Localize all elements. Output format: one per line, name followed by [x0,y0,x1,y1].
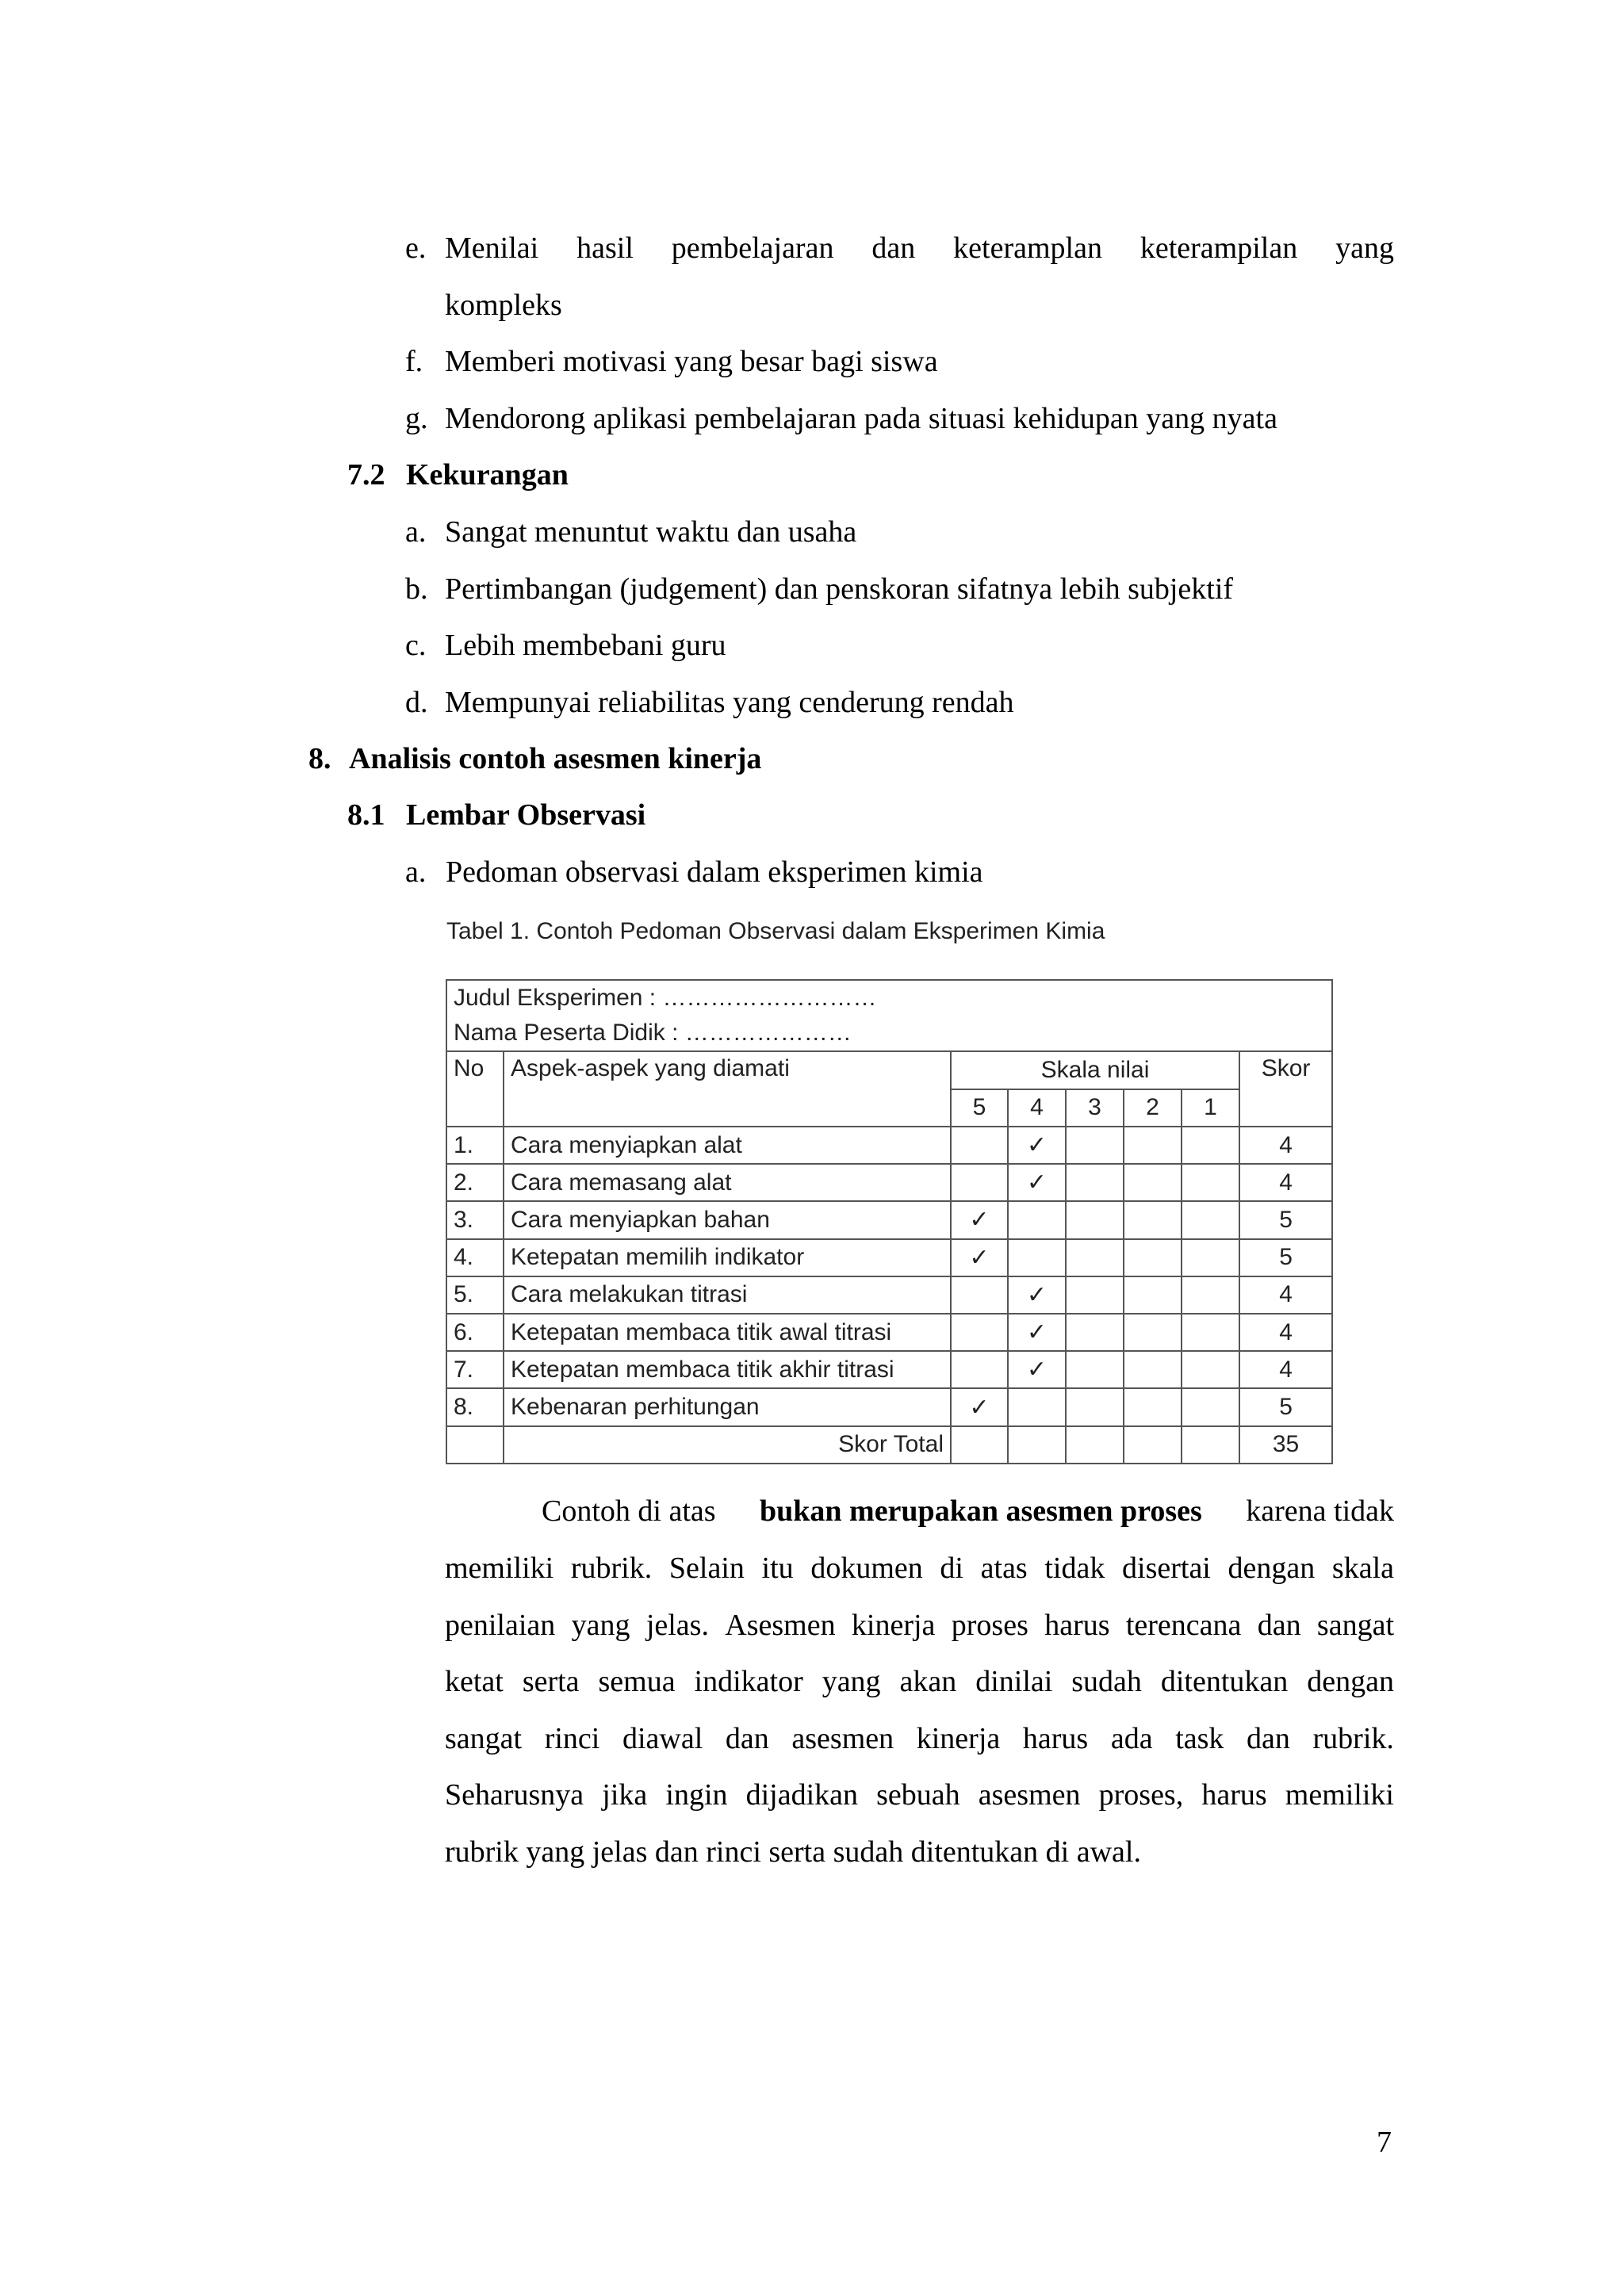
scale-cell-2 [1124,1314,1182,1351]
word: asesmen [791,1721,894,1755]
table-total-row [446,1426,1332,1464]
word: yang [1335,232,1394,265]
paragraph-lines [445,1550,1394,1867]
table-row [446,1164,1332,1201]
table-row [446,1388,1332,1425]
word: task [1175,1721,1224,1755]
table-row [446,1239,1332,1276]
scale-cell-5 [951,1276,1008,1314]
scale-cell-1 [1182,1351,1239,1388]
list-marker-f: f. [405,345,423,378]
word: rubrik. [570,1552,653,1585]
word: Asesmen [725,1608,836,1642]
total-label: Skor Total [504,1426,951,1464]
scale-cell-2 [1124,1201,1182,1238]
kekurangan-item-b: Pertimbangan (judgement) dan penskoran sifatnya lebih subjektif [445,572,1234,606]
row-aspek: Cara melakukan titrasi [504,1276,951,1314]
word: tidak [1044,1552,1105,1585]
word: serta [522,1665,580,1699]
kekurangan-item-d: Mempunyai reliabilitas yang cenderung rendah [445,686,1014,719]
word: dan [1257,1608,1301,1642]
table-body [446,1127,1332,1426]
row-skor: 4 [1239,1314,1332,1351]
paragraph-line [445,1777,1394,1813]
word: harus [1022,1721,1089,1755]
scale-cell-3 [1066,1351,1124,1388]
item-8-1-a: Pedoman observasi dalam eksperimen kimia [446,855,983,889]
list-item-g: Mendorong aplikasi pembelajaran pada situasi kehidupan yang nyata [445,402,1277,435]
word: dengan [1228,1552,1316,1585]
word: disertai [1122,1552,1211,1585]
row-no: 5. [446,1276,504,1314]
checkmark-icon: ✓ [1026,1280,1048,1309]
row-no: 1. [446,1127,504,1164]
list-item-f: Memberi motivasi yang besar bagi siswa [445,345,938,378]
list-marker-g: g. [405,402,428,435]
checkmark-icon: ✓ [1026,1131,1048,1160]
paragraph-line [445,1550,1394,1586]
total-no-cell [446,1426,504,1464]
row-skor: 4 [1239,1276,1332,1314]
scale-cell-2 [1124,1388,1182,1425]
checkmark-icon: ✓ [1026,1169,1048,1197]
word: dan [1247,1721,1290,1755]
scale-cell-4 [1008,1201,1066,1238]
checkmark-icon: ✓ [1026,1356,1048,1384]
row-no: 7. [446,1351,504,1388]
word: kinerja [851,1608,936,1642]
row-no: 6. [446,1314,504,1351]
checkmark-icon: ✓ [969,1393,990,1422]
word: rubrik. [1312,1721,1394,1755]
paragraph-line [445,1663,1394,1700]
scale-5: 5 [951,1089,1008,1127]
section-title-7-2: Kekurangan [406,458,569,492]
scale-cell-1 [1182,1239,1239,1276]
word: atas [980,1552,1028,1585]
word: jelas. [645,1608,709,1642]
scale-cell-1 [1182,1201,1239,1238]
list-item-e-line1 [445,230,1394,266]
row-skor: 5 [1239,1239,1332,1276]
word: sudah [1071,1665,1142,1699]
scale-cell-3 [1066,1276,1124,1314]
scale-cell-5 [951,1164,1008,1201]
section-number-7-2: 7.2 [347,458,385,492]
scale-cell-3 [1066,1127,1124,1164]
scale-1: 1 [1182,1089,1239,1127]
paragraph-line [445,1607,1394,1644]
scale-4: 4 [1008,1089,1066,1127]
scale-cell-4 [1008,1314,1066,1351]
col-header-skala: Skala nilai [951,1051,1239,1089]
table-caption: Tabel 1. Contoh Pedoman Observasi dalam Eksperimen Kimia [446,918,1105,944]
scale-2: 2 [1124,1089,1182,1127]
row-no: 4. [446,1239,504,1276]
word: ditentukan [1160,1665,1289,1699]
justified-line [445,230,1394,266]
word: Seharusnya [445,1778,584,1812]
word: ada [1110,1721,1153,1755]
section-title-8: Analisis contoh asesmen kinerja [349,742,762,775]
scale-cell-5 [951,1127,1008,1164]
observation-table [446,979,1333,1464]
word: sangat [445,1721,523,1755]
row-no: 8. [446,1388,504,1425]
word: diawal [622,1721,703,1755]
word: dan [725,1721,769,1755]
scale-cell-4 [1008,1276,1066,1314]
word: ingin [665,1778,728,1812]
word: dokumen [810,1552,923,1585]
table-row [446,1314,1332,1351]
kekurangan-marker-b: b. [405,572,428,606]
row-no: 3. [446,1201,504,1238]
word: terencana [1125,1608,1242,1642]
kekurangan-item-c: Lebih membebani guru [445,629,726,662]
row-skor: 4 [1239,1164,1332,1201]
word: pembelajaran [671,232,834,265]
word: indikator [694,1665,803,1699]
total-value: 35 [1239,1426,1332,1464]
col-header-no: No [446,1051,504,1126]
word: kinerja [916,1721,1001,1755]
section-number-8: 8. [308,742,331,775]
word: yang [822,1665,881,1699]
scale-cell-2 [1124,1276,1182,1314]
scale-cell-1 [1182,1164,1239,1201]
total-empty-3 [1066,1426,1124,1464]
total-empty-5 [951,1426,1008,1464]
scale-cell-3 [1066,1239,1124,1276]
scale-cell-5 [951,1201,1008,1238]
word: proses, [1098,1778,1184,1812]
justified-line [542,1493,1394,1529]
student-name-field: Nama Peserta Didik : ………………… [454,1020,852,1047]
word: keterampilan [1139,232,1298,265]
word: dijadikan [745,1778,859,1812]
scale-cell-4 [1008,1164,1066,1201]
paragraph-line-1 [542,1493,1394,1529]
word: dinilai [975,1665,1053,1699]
list-marker-e: e. [405,232,427,265]
word: asesmen [978,1778,1081,1812]
word: di [940,1552,963,1585]
experiment-title-field: Judul Eksperimen : ……………………… [454,985,877,1012]
paragraph-line [445,1720,1394,1757]
row-aspek: Cara memasang alat [504,1164,951,1201]
checkmark-icon: ✓ [969,1206,990,1234]
col-header-skor: Skor [1239,1051,1332,1126]
scale-cell-2 [1124,1239,1182,1276]
row-skor: 4 [1239,1127,1332,1164]
section-title-8-1: Lembar Observasi [406,798,646,832]
word: hasil [576,232,634,265]
total-empty-2 [1124,1426,1182,1464]
scale-cell-5 [951,1314,1008,1351]
scale-cell-4 [1008,1388,1066,1425]
scale-cell-5 [951,1351,1008,1388]
word: akan [899,1665,957,1699]
col-header-aspek: Aspek-aspek yang diamati [504,1051,951,1126]
word: sangat [1316,1608,1394,1642]
table-row [446,1351,1332,1388]
section-number-8-1: 8.1 [347,798,385,832]
word: ketat [445,1665,504,1699]
kekurangan-item-a: Sangat menuntut waktu dan usaha [445,515,857,549]
word: penilaian [445,1608,556,1642]
scale-cell-1 [1182,1314,1239,1351]
word: Menilai [445,232,539,265]
scale-cell-2 [1124,1351,1182,1388]
paragraph-post: karena tidak [1246,1494,1394,1528]
row-skor: 5 [1239,1201,1332,1238]
table-row [446,1127,1332,1164]
table-header-info [446,980,1332,1051]
scale-cell-3 [1066,1314,1124,1351]
kekurangan-marker-a: a. [405,515,427,549]
scale-3: 3 [1066,1089,1124,1127]
word: memiliki [445,1552,554,1585]
scale-cell-3 [1066,1388,1124,1425]
kekurangan-marker-c: c. [405,629,427,662]
row-no: 2. [446,1164,504,1201]
row-aspek: Ketepatan memilih indikator [504,1239,951,1276]
word: semua [598,1665,676,1699]
scale-cell-4 [1008,1351,1066,1388]
scale-cell-2 [1124,1127,1182,1164]
table-row [446,1276,1332,1314]
table-header-info-row [446,980,1332,1051]
row-aspek: Ketepatan membaca titik awal titrasi [504,1314,951,1351]
row-skor: 4 [1239,1351,1332,1388]
word: rinci [544,1721,600,1755]
list-item-e-line2: kompleks [445,289,562,322]
row-aspek: Kebenaran perhitungan [504,1388,951,1425]
word: Selain [668,1552,745,1585]
scale-cell-1 [1182,1127,1239,1164]
row-aspek: Cara menyiapkan alat [504,1127,951,1164]
scale-cell-4 [1008,1239,1066,1276]
table-row [446,1201,1332,1238]
word: sebuah [876,1778,960,1812]
paragraph-last-line: rubrik yang jelas dan rinci serta sudah ditentukan di awal. [445,1835,1141,1869]
word: jika [602,1778,648,1812]
scale-cell-3 [1066,1201,1124,1238]
word: itu [761,1552,794,1585]
total-empty-1 [1182,1426,1239,1464]
scale-cell-3 [1066,1164,1124,1201]
word: yang [571,1608,630,1642]
row-aspek: Ketepatan membaca titik akhir titrasi [504,1351,951,1388]
row-aspek: Cara menyiapkan bahan [504,1201,951,1238]
scale-cell-5 [951,1239,1008,1276]
scale-cell-1 [1182,1276,1239,1314]
table-column-header-row [446,1051,1332,1089]
scale-cell-1 [1182,1388,1239,1425]
word: harus [1044,1608,1110,1642]
word: dengan [1307,1665,1394,1699]
word: skala [1331,1552,1394,1585]
total-empty-4 [1008,1426,1066,1464]
kekurangan-marker-d: d. [405,686,428,719]
page-number: 7 [1377,2126,1392,2159]
paragraph-pre: Contoh di atas [542,1494,716,1528]
word: memiliki [1285,1778,1394,1812]
row-skor: 5 [1239,1388,1332,1425]
checkmark-icon: ✓ [1026,1318,1048,1347]
scale-cell-2 [1124,1164,1182,1201]
word: dan [871,232,916,265]
word: proses [951,1608,1028,1642]
word: harus [1201,1778,1267,1812]
checkmark-icon: ✓ [969,1243,990,1272]
word: keteramplan [953,232,1102,265]
item-8-1-marker-a: a. [405,855,427,889]
paragraph-bold: bukan merupakan asesmen proses [760,1494,1202,1528]
scale-cell-4 [1008,1127,1066,1164]
scale-cell-5 [951,1388,1008,1425]
